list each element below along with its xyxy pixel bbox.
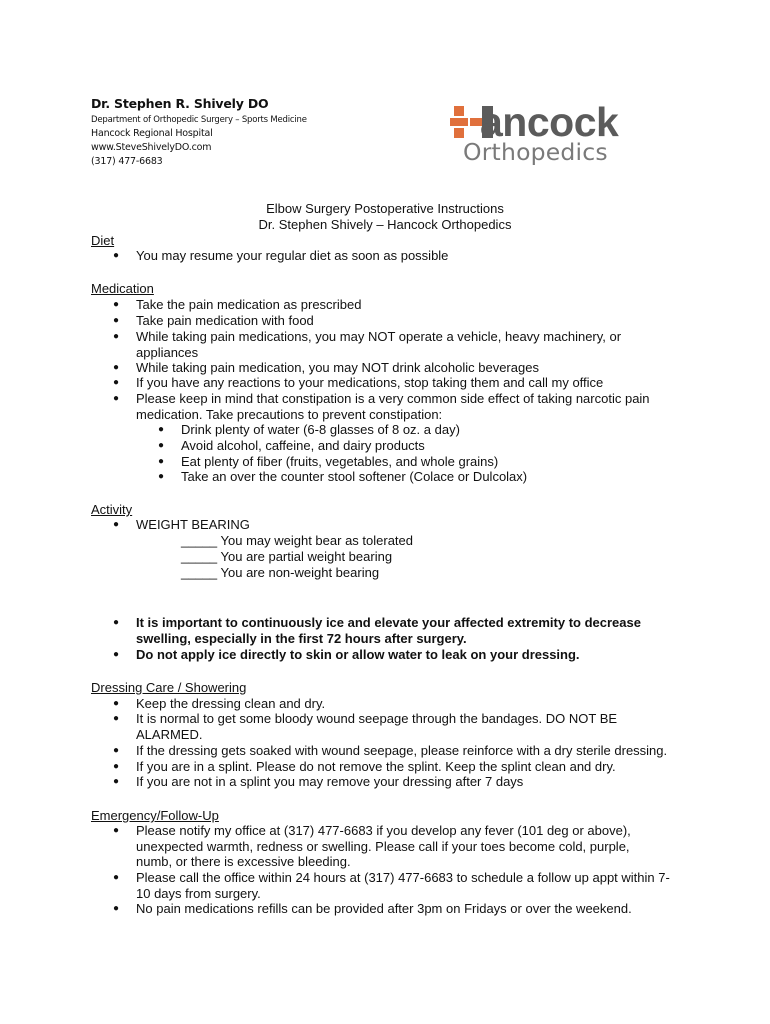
bullet-icon: ● <box>113 393 120 404</box>
bullet-icon: ● <box>113 315 120 326</box>
department: Department of Orthopedic Surgery – Sports Medicine <box>91 115 307 125</box>
bullet-icon: ● <box>158 440 165 451</box>
bullet-icon: ● <box>158 471 165 482</box>
doctor-name: Dr. Stephen R. Shively DO <box>91 96 269 111</box>
document-subtitle: Dr. Stephen Shively – Hancock Orthopedics <box>258 217 512 232</box>
phone-number: (317) 477-6683 <box>91 156 163 167</box>
bullet-icon: ● <box>113 745 120 756</box>
website: www.SteveShivelyDO.com <box>91 142 212 153</box>
medication-heading: Medication <box>91 281 154 296</box>
bullet-icon: ● <box>113 825 120 836</box>
logo-subtitle: Orthopedics <box>463 138 608 166</box>
bullet-icon: ● <box>158 424 165 435</box>
bullet-icon: ● <box>113 519 120 530</box>
letterhead <box>91 95 307 169</box>
bullet-icon: ● <box>113 377 120 388</box>
diet-heading: Diet <box>91 233 115 248</box>
document-title: Elbow Surgery Postoperative Instructions <box>266 201 504 216</box>
bullet-icon: ● <box>113 250 120 261</box>
weight-bearing-option: _____ You are non-weight bearing <box>181 565 380 580</box>
bullet-icon: ● <box>113 617 120 628</box>
weight-bearing-option: _____ You are partial weight bearing <box>181 549 393 564</box>
bullet-icon: ● <box>113 362 120 373</box>
bullet-icon: ● <box>113 761 120 772</box>
document-page: Dr. Stephen R. Shively DO Department of Orthopedic Surgery – Sports Medicine Hancock Regional Hospital www.SteveShivelyDO.com (317) 477-6683 ancock Orthopedics Elbow Surgery Postoperative Instructions Dr. Stephen Shively – Hancock Orthopedics Diet ● You may resume your regular diet as soon as possible Medication ● Take the pain medication as prescribed ● Take pain medication with food ● While taking pain medications, you may NOT operate a vehicle, heavy machinery, or appliances ● While taking pain medication, you may NOT drink alcoholic beverages ● If you have any reactions to your medications, stop taking them and call my office ● Please keep in mind that constipation is a very common side effect of taking narcotic pain medication. Take precautions to prevent constipation: ● Drink plenty of water (6-8 glasses of 8 oz. a day) ● Avoid alcohol, caffeine, and dairy products ● Eat plenty of fiber (fruits, vegetables, and whole grains) ● Take an over the counter stool softener (Colace or Dulcolax) Activity ● WEIGHT BEARING _____ You may weight bear as tolerated _____ You are partial weight bearing _____ You are non-weight bearing ● It is important to continuously ice and elevate your affected extremity to decrease swelling, especially in the first 72 hours after surgery. ● Do not apply ice directly to skin or allow water to leak on your dressing. Dressing Care / Showering ● Keep the dressing clean and dry. ● It is normal to get some bloody wound seepage through the bandages. DO NOT BE ALARMED. ● If the dressing gets soaked with wound seepage, please reinforce with a dry sterile dressing. ● If you are in a splint. Please do not remove the splint. Keep the splint clean and dry. ● If you are not in a splint you may remove your dressing after 7 days Emergency/Follow-Up ● Please notify my office at (317) 477-6683 if you develop any fever (101 deg or above), unexpected warmth, redness or swelling. Please call if your toes become cold, purple, numb, or there is excessive bleeding. ● Please call the office within 24 hours at (317) 477-6683 to schedule a follow up appt within 7-10 days from surgery. ● No pain medications refills can be provided after 3pm on Fridays or over the weekend. <box>0 0 770 1024</box>
activity-heading: Activity <box>91 502 133 517</box>
weight-bearing-option: _____ You may weight bear as tolerated <box>181 533 414 548</box>
bullet-icon: ● <box>158 456 165 467</box>
bullet-icon: ● <box>113 331 120 342</box>
hancock-orthopedics-logo <box>450 99 685 168</box>
bullet-icon: ● <box>113 903 120 914</box>
dressing-heading: Dressing Care / Showering <box>91 680 247 695</box>
bullet-icon: ● <box>113 649 120 660</box>
bullet-icon: ● <box>113 698 120 709</box>
hospital-name: Hancock Regional Hospital <box>91 128 213 139</box>
logo-wordmark: ancock <box>480 99 619 145</box>
bullet-icon: ● <box>113 776 120 787</box>
bullet-icon: ● <box>113 299 120 310</box>
bullet-icon: ● <box>113 713 120 724</box>
bullet-icon: ● <box>113 872 120 883</box>
diet-item: ● You may resume your regular diet as soon as possible <box>113 248 449 263</box>
emergency-heading: Emergency/Follow-Up <box>91 808 219 823</box>
